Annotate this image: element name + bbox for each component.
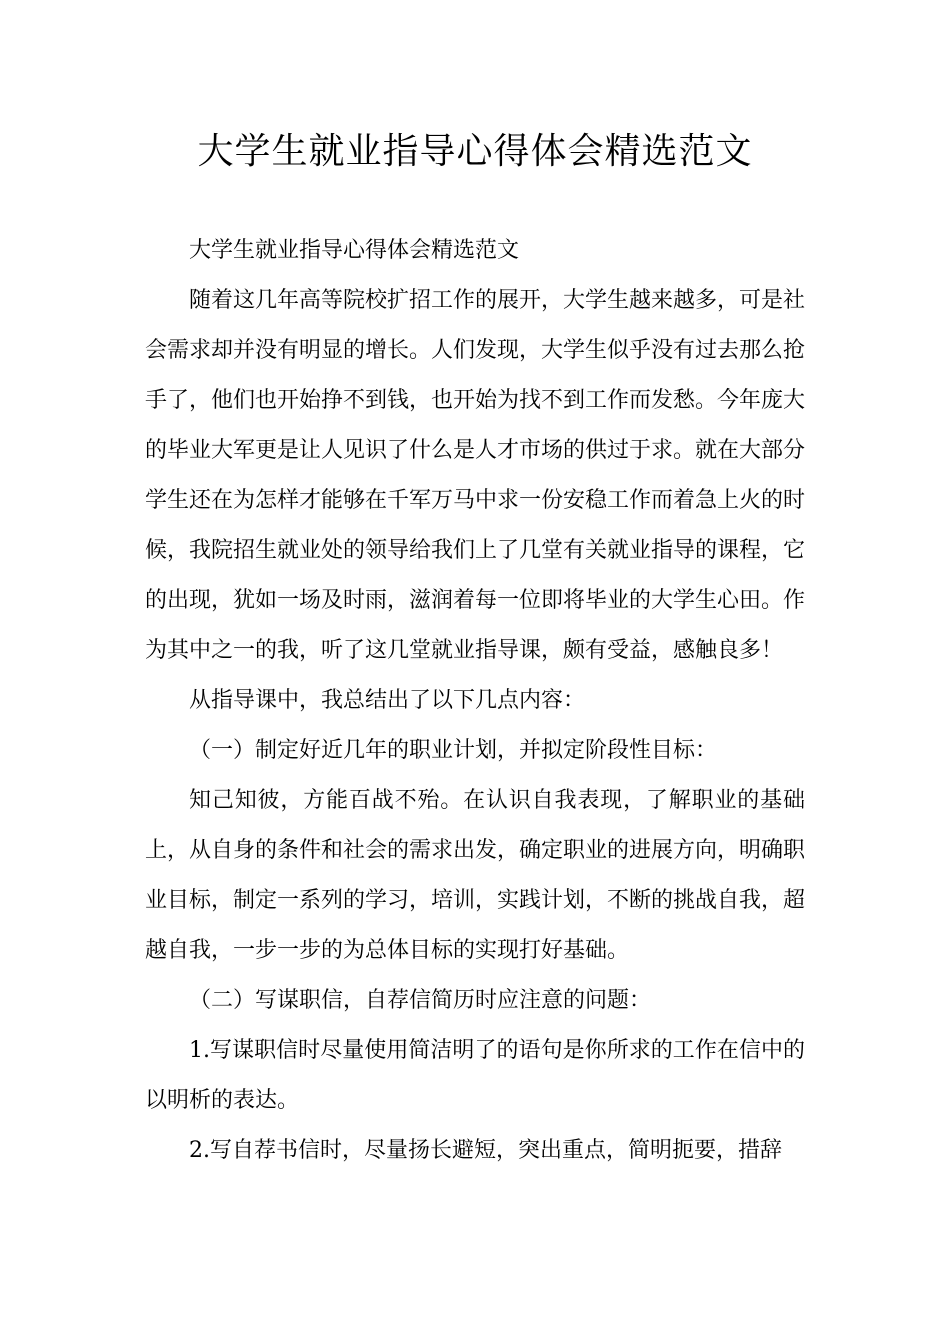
list-item-2: 2.写自荐书信时，尽量扬长避短，突出重点，简明扼要，措辞	[189, 1138, 782, 1163]
document-title: 大学生就业指导心得体会精选范文	[197, 131, 753, 172]
document-body	[145, 226, 805, 1176]
paragraph-section-1: 知己知彼，方能百战不殆。在认识自我表现，了解职业的基础上，从自身的条件和社会的需求出发，确定职业的进展方向，明确职业目标，制定一系列的学习，培训，实践计划，不断的挑战自我，超越自我，一步一步的为总体目标的实现打好基础。	[145, 788, 806, 963]
list-item-1: 1.写谋职信时尽量使用简洁明了的语句是你所求的工作在信中的以明析的表达。	[145, 1038, 805, 1113]
section-heading-2: （二）写谋职信，自荐信简历时应注意的问题：	[189, 988, 652, 1013]
paragraph-subtitle: 大学生就业指导心得体会精选范文	[189, 238, 520, 263]
paragraph-summary-lead: 从指导课中，我总结出了以下几点内容：	[189, 688, 586, 713]
paragraph-intro: 随着这几年高等院校扩招工作的展开，大学生越来越多，可是社会需求却并没有明显的增长。人们发现，大学生似乎没有过去那么抢手了，他们也开始挣不到钱，也开始为找不到工作而发愁。今年庞大的毕业大军更是让人见识了什么是人才市场的供过于求。就在大部分学生还在为怎样才能够在千军万马中求一份安稳工作而着急上火的时候，我院招生就业处的领导给我们上了几堂有关就业指导的课程，它的出现，犹如一场及时雨，滋润着每一位即将毕业的大学生心田。作为其中之一的我，听了这几堂就业指导课，颇有受益，感触良多！	[145, 288, 806, 663]
section-heading-1: （一）制定好近几年的职业计划，并拟定阶段性目标：	[189, 738, 718, 763]
